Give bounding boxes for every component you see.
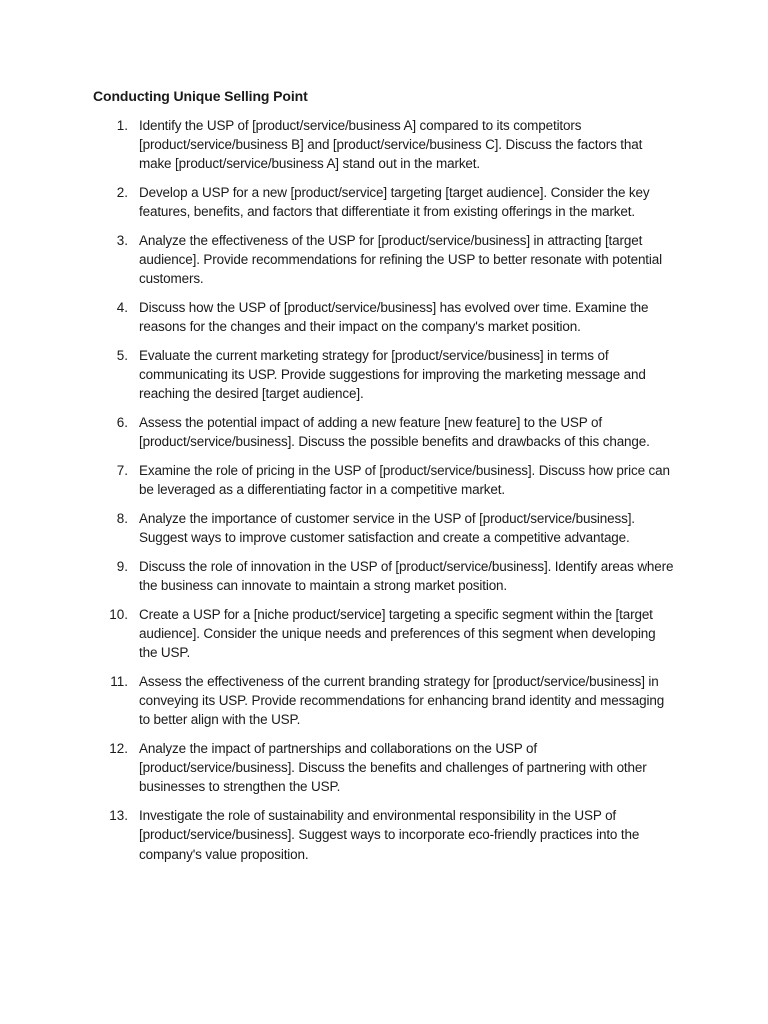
list-item-text: Assess the effectiveness of the current branding strategy for [product/service/business] in conveying its USP. Provide recommendations for enhancing brand identity and messaging to better align with the USP. <box>139 673 665 728</box>
list-item-number: 4. <box>116 300 128 316</box>
list-item-number: 10. <box>109 606 128 622</box>
list-item-text: Analyze the importance of customer service in the USP of [product/service/business]. Suggest ways to improve customer satisfaction and create a competitive advantage. <box>139 510 635 546</box>
list-item-number: 9. <box>116 558 128 574</box>
list-item <box>0 346 768 404</box>
list-item-number: 6. <box>116 415 128 431</box>
list-item-text: Analyze the effectiveness of the USP for [product/service/business] in attracting [target audience]. Provide recommendations for refining the USP to better resonate with potential customers. <box>139 233 662 287</box>
list-item-text: Evaluate the current marketing strategy for [product/service/business] in terms of communicating its USP. Provide suggestions for improving the marketing message and reaching the desired [target audience]. <box>139 348 646 402</box>
list-item-text: Analyze the impact of partnerships and collaborations on the USP of [product/service/business]. Discuss the benefits and challenges of partnering with other businesses to strengthen the USP. <box>139 740 647 795</box>
list-item <box>0 509 768 547</box>
list-item-number: 13. <box>109 808 128 824</box>
list-item <box>0 116 768 174</box>
list-item <box>0 739 768 797</box>
list-item <box>0 461 768 499</box>
list-item <box>0 298 768 336</box>
list-item <box>0 605 768 663</box>
list-item-number: 2. <box>116 185 128 201</box>
list-item-number: 7. <box>116 463 128 479</box>
list-item <box>0 557 768 595</box>
list-item <box>0 231 768 289</box>
list-item <box>0 806 768 864</box>
list-item-text: Create a USP for a [niche product/service] targeting a specific segment within the [target audience]. Consider the unique needs and preferences of this segment when developing the USP. <box>139 606 656 661</box>
list-item <box>0 672 768 730</box>
list-item-number: 8. <box>116 510 128 526</box>
list-item-number: 1. <box>116 118 128 133</box>
list-item-text: Assess the potential impact of adding a new feature [new feature] to the USP of [product/service/business]. Discuss the possible benefits and drawbacks of this change. <box>139 415 650 450</box>
document-title: Conducting Unique Selling Point <box>93 88 308 104</box>
list-item-text: Discuss the role of innovation in the USP of [product/service/business]. Identify areas where the business can innovate to maintain a strong market position. <box>139 558 674 594</box>
list-item <box>0 183 768 221</box>
numbered-list <box>0 116 768 873</box>
list-item-text: Examine the role of pricing in the USP of [product/service/business]. Discuss how price can be leveraged as a differentiating factor in a competitive market. <box>139 463 670 498</box>
list-item-text: Identify the USP of [product/service/business A] compared to its competitors [product/service/business B] and [product/service/business C]. Discuss the factors that make [product/service/business A] stand out in the market. <box>139 118 643 172</box>
list-item-text: Discuss how the USP of [product/service/business] has evolved over time. Examine the reasons for the changes and their impact on the company's market position. <box>139 300 649 335</box>
list-item-text: Investigate the role of sustainability and environmental responsibility in the USP of [product/service/business]. Suggest ways to incorporate eco-friendly practices into the company's value proposition. <box>139 808 640 862</box>
list-item-number: 3. <box>116 233 128 249</box>
list-item-number: 5. <box>116 348 128 364</box>
list-item-number: 12. <box>109 740 128 756</box>
list-item <box>0 413 768 451</box>
list-item-text: Develop a USP for a new [product/service] targeting [target audience]. Consider the key features, benefits, and factors that differentiate it from existing offerings in the market. <box>139 185 650 220</box>
list-item-number: 11. <box>110 673 128 689</box>
